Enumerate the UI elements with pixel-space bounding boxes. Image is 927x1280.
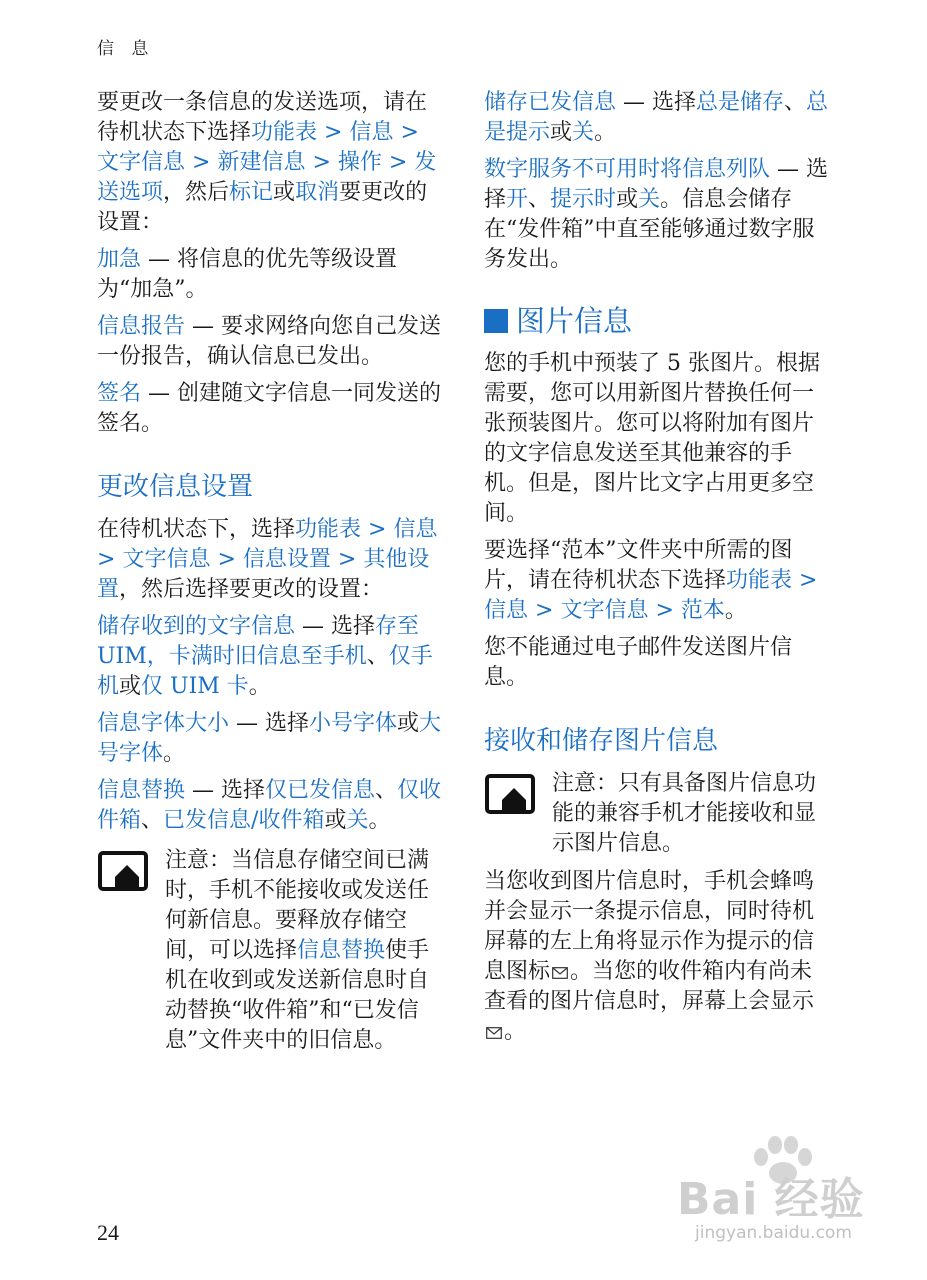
page-number: 24 [97,1220,119,1245]
setting-font-size: 信息字体大小 — 选择小号字体或大号字体。 [97,711,442,766]
heading-square-icon [484,309,508,333]
note-storage-full [97,846,442,1056]
picture-intro: 您的手机中预装了 5 张图片。根据需要，您可以用新图片替换任何一张预装图片。您可以将附加有图片的文字信息发送至其他兼容的手机。但是，图片比文字占用更多空间。 [484,351,820,526]
picture-templates: 要选择“范本”文件夹中所需的图片，请在待机状态下选择功能表 > 信息 > 文字信息 > 范本。 [484,538,818,623]
note-text: 注意：只有具备图片信息功能的兼容手机才能接收和显示图片信息。 [552,771,817,856]
baidu-watermark [677,1135,887,1255]
receive-picture-text: 当您收到图片信息时，手机会蜂鸣并会显示一条提示信息，同时待机屏幕的左上角将显示作为提示的信息图标 。当您的收件箱内有尚未查看的图片信息时，屏幕上会显示。 [484,869,815,1044]
setting-message-overwrite: 信息替换 — 选择仅已发信息、仅收件箱、已发信息/收件箱或关。 [97,778,442,833]
heading-change-settings: 更改信息设置 [97,472,254,502]
setting-queue-messages: 数字服务不可用时将信息列队 — 选择开、提示时或关。信息会储存在“发件箱”中直至能够通过数字服务发出。 [484,157,829,272]
option-signature: 签名 — 创建随文字信息一同发送的签名。 [97,381,442,436]
option-urgent: 加急 — 将信息的优先等级设置为“加急”。 [97,247,398,302]
right-column [484,88,829,1054]
note-icon [97,850,165,896]
setting-save-received: 储存收到的文字信息 — 选择存至 UIM，卡满时旧信息至手机、仅手机或仅 UIM 卡。 [97,614,433,699]
settings-intro: 在待机状态下，选择功能表 > 信息 > 文字信息 > 信息设置 > 其他设置，然后选择要更改的设置： [97,517,438,602]
heading-receive-pictures: 接收和储存图片信息 [484,726,719,756]
envelope-icon [552,958,568,970]
picture-email-note: 您不能通过电子邮件发送图片信息。 [484,635,793,690]
note-text: 注意：当信息存储空间已满时，手机不能接收或发送任何新信息。要释放存储空间，可以选择信息替换使手机在收到或发送新信息时自动替换“收件箱”和“已发信息”文件夹中的旧信息。 [165,848,430,1053]
section-label: 信 息 [97,39,155,59]
option-delivery-report: 信息报告 — 要求网络向您自己发送一份报告，确认信息已发出。 [97,314,442,369]
heading-picture-messages: 图片信息 [484,303,829,339]
envelope-icon [486,1018,502,1030]
send-options-intro: 要更改一条信息的发送选项，请在待机状态下选择功能表 > 信息 > 文字信息 > 新建信息 > 操作 > 发送选项，然后标记或取消要更改的设置： [97,90,437,235]
note-compatible-phones [484,769,829,859]
setting-save-sent: 储存已发信息 — 选择总是储存、总是提示或关。 [484,90,829,145]
watermark-logo: Bai 经验 [677,1174,865,1225]
watermark-site: jingyan.baidu.com [695,1223,852,1243]
left-column [97,88,442,1064]
note-icon [484,773,552,819]
